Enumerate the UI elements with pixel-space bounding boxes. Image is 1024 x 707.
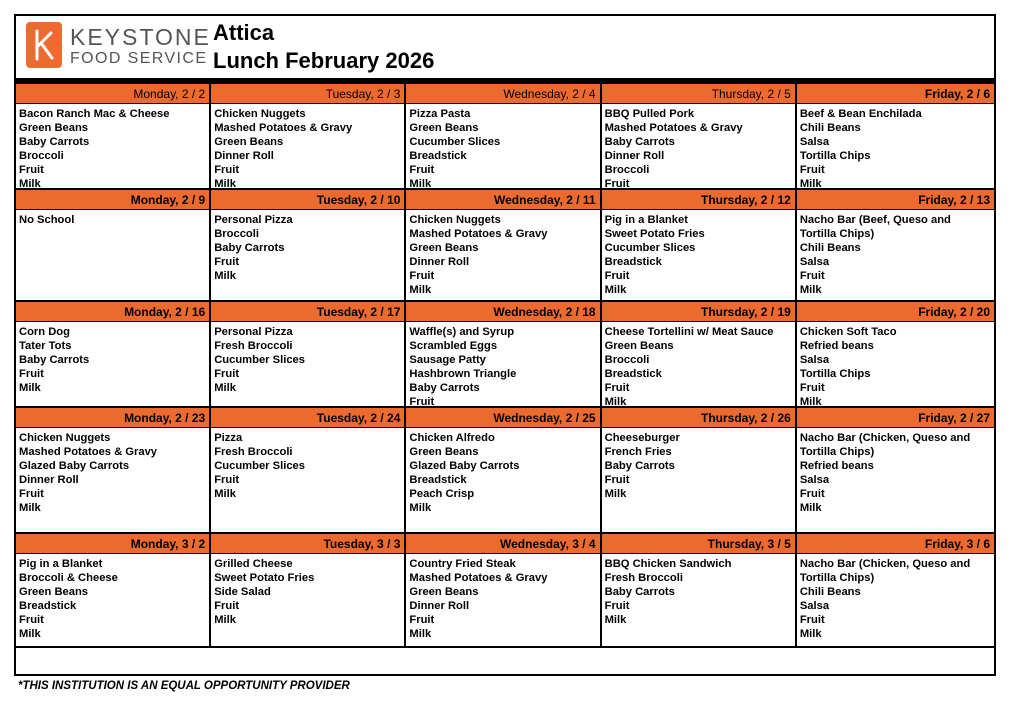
menu-item: Tortilla Chips) (799, 228, 875, 241)
menu-item: Green Beans (409, 122, 479, 135)
menu-item: Fruit (19, 368, 44, 381)
menu-items (602, 210, 795, 298)
menu-item: Fruit (19, 614, 44, 627)
day-cell (797, 408, 994, 532)
menu-item: Salsa (799, 474, 830, 487)
menu-item: Baby Carrots (214, 242, 285, 255)
menu-item: Sausage Patty (409, 354, 486, 367)
menu-item: Chicken Soft Taco (799, 326, 897, 338)
menu-item: Peach Crisp (409, 488, 475, 501)
menu-item: Pig in a Blanket (604, 214, 688, 226)
menu-item: Milk (799, 178, 822, 191)
day-cell (16, 302, 211, 406)
week-row (16, 84, 994, 190)
menu-item: Milk (19, 178, 41, 191)
week-row (16, 534, 994, 648)
day-header: Wednesday, 2 / 25 (406, 408, 599, 428)
day-header: Friday, 2 / 13 (797, 190, 994, 210)
menu-item: Beef & Bean Enchilada (799, 108, 922, 120)
menu-items (602, 428, 795, 501)
menu-item: Pizza Pasta (409, 108, 471, 120)
menu-item: Sweet Potato Fries (214, 572, 315, 585)
menu-item: Breadstick (409, 150, 467, 163)
day-header: Wednesday, 2 / 18 (406, 302, 599, 322)
menu-item: Fruit (214, 474, 240, 487)
menu-items (211, 210, 404, 283)
menu-item: Cheeseburger (604, 432, 680, 444)
menu-item: Chicken Nuggets (409, 214, 501, 226)
menu-item: Breadstick (604, 256, 662, 269)
menu-item: Fruit (409, 164, 435, 177)
menu-item: Dinner Roll (19, 474, 79, 487)
menu-item: Pig in a Blanket (19, 558, 103, 570)
menu-item: Personal Pizza (214, 326, 293, 338)
menu-item: Refried beans (799, 460, 874, 473)
day-header: Friday, 3 / 6 (797, 534, 994, 554)
day-header: Friday, 2 / 27 (797, 408, 994, 428)
menu-items (602, 322, 795, 410)
menu-item: Milk (604, 488, 627, 501)
menu-items (797, 428, 994, 516)
menu-item: Milk (19, 382, 41, 395)
week-row (16, 190, 994, 302)
day-cell (602, 302, 797, 409)
menu-item: Dinner Roll (604, 150, 665, 163)
menu-items (797, 322, 994, 410)
day-header: Monday, 3 / 2 (16, 534, 209, 554)
menu-item: Chicken Alfredo (409, 432, 495, 444)
menu-item: Corn Dog (19, 326, 70, 338)
menu-items (16, 428, 209, 516)
menu-item: Fruit (604, 270, 630, 283)
day-cell (602, 408, 797, 532)
menu-item: Nacho Bar (Chicken, Queso and (799, 558, 971, 570)
day-cell (797, 190, 994, 300)
day-header: Monday, 2 / 2 (16, 84, 209, 104)
menu-item: No School (19, 214, 75, 226)
menu-item: Fruit (214, 256, 240, 269)
menu-item: Fruit (799, 488, 825, 501)
menu-item: Salsa (799, 256, 830, 269)
menu-item: Fruit (604, 600, 630, 613)
menu-item: Bacon Ranch Mac & Cheese (19, 108, 170, 120)
brand-subtitle: FOOD SERVICE (70, 50, 208, 67)
menu-items (406, 554, 599, 642)
menu-item: Milk (409, 284, 432, 297)
menu-item: Hashbrown Triangle (409, 368, 517, 381)
day-cell (406, 408, 601, 532)
menu-item: Green Beans (604, 340, 674, 353)
menu-item: Chili Beans (799, 586, 861, 599)
menu-item: Cucumber Slices (409, 136, 501, 149)
menu-items (211, 104, 404, 192)
menu-items (211, 428, 404, 501)
menu-items (16, 210, 209, 227)
menu-item: Refried beans (799, 340, 874, 353)
day-header: Tuesday, 3 / 3 (211, 534, 404, 554)
day-header: Thursday, 2 / 5 (602, 84, 795, 104)
menu-item: Cucumber Slices (214, 354, 305, 367)
menu-item: Dinner Roll (409, 600, 470, 613)
menu-item: Broccoli (214, 228, 259, 241)
day-header: Thursday, 2 / 19 (602, 302, 795, 322)
day-header: Wednesday, 3 / 4 (406, 534, 599, 554)
menu-item: Milk (19, 628, 41, 641)
keystone-logo-icon (26, 22, 62, 68)
menu-item: Fruit (214, 368, 240, 381)
menu-item: Side Salad (214, 586, 271, 599)
brand-name: KEYSTONE (70, 24, 211, 50)
menu-item: Chili Beans (799, 122, 861, 135)
day-header: Thursday, 2 / 12 (602, 190, 795, 210)
day-header: Thursday, 2 / 26 (602, 408, 795, 428)
menu-items (602, 554, 795, 627)
menu-item: Broccoli (604, 354, 650, 367)
menu-item: Tortilla Chips) (799, 572, 875, 585)
day-cell (211, 190, 406, 300)
menu-item: Chicken Nuggets (19, 432, 111, 444)
day-header: Friday, 2 / 6 (797, 84, 994, 104)
menu-item: Mashed Potatoes & Gravy (409, 572, 548, 585)
day-header: Wednesday, 2 / 4 (406, 84, 599, 104)
menu-items (16, 554, 209, 642)
menu-item: Sweet Potato Fries (604, 228, 705, 241)
menu-item: BBQ Chicken Sandwich (604, 558, 732, 570)
day-cell (797, 84, 994, 191)
day-cell (406, 534, 601, 646)
menu-items (797, 210, 994, 298)
menu-item: Chili Beans (799, 242, 861, 255)
menu-item: Nacho Bar (Chicken, Queso and (799, 432, 971, 444)
menu-item: Fresh Broccoli (214, 446, 293, 459)
menu-item: Green Beans (19, 586, 89, 599)
menu-item: Breadstick (19, 600, 77, 613)
menu-item: Baby Carrots (19, 136, 90, 149)
menu-item: Tortilla Chips (799, 368, 871, 381)
menu-item: Milk (799, 628, 822, 641)
menu-item: Fresh Broccoli (214, 340, 293, 353)
menu-item: Dinner Roll (214, 150, 274, 163)
menu-item: Green Beans (409, 242, 479, 255)
menu-item: Fruit (214, 164, 240, 177)
menu-calendar (16, 84, 994, 648)
menu-item: Chicken Nuggets (214, 108, 306, 120)
day-cell (211, 84, 406, 191)
day-header: Tuesday, 2 / 3 (211, 84, 404, 104)
day-header: Monday, 2 / 9 (16, 190, 209, 210)
menu-item: Baby Carrots (409, 382, 480, 395)
menu-item: Salsa (799, 600, 830, 613)
day-cell (797, 534, 994, 646)
menu-item: Baby Carrots (604, 460, 675, 473)
menu-items (406, 104, 599, 192)
day-cell (406, 302, 601, 409)
menu-item: Tortilla Chips (799, 150, 871, 163)
day-cell (406, 84, 601, 191)
menu-item: Fruit (409, 614, 435, 627)
week-row (16, 408, 994, 534)
menu-item: Breadstick (409, 474, 467, 487)
menu-item: Milk (604, 284, 627, 297)
menu-item: Fruit (19, 488, 44, 501)
menu-item: Fruit (604, 382, 630, 395)
school-name: Attica (213, 20, 275, 45)
menu-items (406, 428, 599, 516)
day-cell (16, 408, 211, 532)
menu-item: Baby Carrots (19, 354, 90, 367)
day-cell (602, 190, 797, 300)
menu-item: Fruit (409, 396, 435, 409)
menu-items (211, 554, 404, 627)
day-header: Friday, 2 / 20 (797, 302, 994, 322)
header (16, 16, 994, 78)
menu-item: Fruit (799, 614, 825, 627)
menu-item: Green Beans (409, 446, 479, 459)
menu-item: Mashed Potatoes & Gravy (214, 122, 353, 135)
menu-item: Milk (604, 614, 627, 627)
menu-item: Glazed Baby Carrots (19, 460, 130, 473)
day-header: Monday, 2 / 23 (16, 408, 209, 428)
menu-items (797, 554, 994, 642)
menu-item: Salsa (799, 354, 830, 367)
menu-item: Milk (604, 396, 627, 409)
day-header: Tuesday, 2 / 17 (211, 302, 404, 322)
menu-item: Milk (799, 396, 822, 409)
menu-item: Mashed Potatoes & Gravy (409, 228, 548, 241)
menu-item: Fruit (799, 270, 825, 283)
menu-items (406, 210, 599, 298)
menu-item: Scrambled Eggs (409, 340, 498, 353)
menu-item: Milk (214, 488, 236, 501)
menu-item: Cucumber Slices (604, 242, 696, 255)
menu-item: Mashed Potatoes & Gravy (604, 122, 743, 135)
menu-item: Fruit (409, 270, 435, 283)
menu-item: Personal Pizza (214, 214, 293, 226)
menu-items (16, 104, 209, 192)
menu-items (211, 322, 404, 395)
day-cell (602, 534, 797, 646)
menu-item: Tater Tots (19, 340, 72, 353)
menu-item: Cheese Tortellini w/ Meat Sauce (604, 326, 774, 338)
day-cell (16, 534, 211, 646)
menu-items (797, 104, 994, 192)
menu-item: Fruit (604, 474, 630, 487)
day-header: Tuesday, 2 / 24 (211, 408, 404, 428)
menu-item: French Fries (604, 446, 672, 459)
menu-items (16, 322, 209, 395)
menu-item: Fruit (604, 178, 630, 191)
day-cell (602, 84, 797, 191)
menu-item: Dinner Roll (409, 256, 470, 269)
menu-item: Fruit (214, 600, 240, 613)
menu-item: Broccoli & Cheese (19, 572, 118, 585)
menu-item: Country Fried Steak (409, 558, 516, 570)
day-cell (16, 190, 211, 300)
week-row (16, 302, 994, 408)
menu-item: Tortilla Chips) (799, 446, 875, 459)
menu-item: Broccoli (604, 164, 650, 177)
menu-item: BBQ Pulled Pork (604, 108, 695, 120)
menu-item: Waffle(s) and Syrup (409, 326, 515, 338)
menu-item: Broccoli (19, 150, 64, 163)
menu-item: Milk (409, 628, 432, 641)
page-title: Lunch February 2026 (213, 48, 435, 73)
day-cell (211, 302, 406, 406)
menu-item: Green Beans (214, 136, 284, 149)
menu-item: Salsa (799, 136, 830, 149)
day-header: Tuesday, 2 / 10 (211, 190, 404, 210)
menu-item: Breadstick (604, 368, 662, 381)
menu-item: Milk (799, 284, 822, 297)
menu-item: Nacho Bar (Beef, Queso and (799, 214, 951, 226)
menu-item: Baby Carrots (604, 586, 675, 599)
menu-item: Green Beans (409, 586, 479, 599)
menu-item: Fruit (19, 164, 44, 177)
menu-item: Glazed Baby Carrots (409, 460, 520, 473)
day-header: Wednesday, 2 / 11 (406, 190, 599, 210)
day-cell (16, 84, 211, 191)
day-header: Monday, 2 / 16 (16, 302, 209, 322)
menu-item: Fruit (799, 382, 825, 395)
menu-item: Mashed Potatoes & Gravy (19, 446, 158, 459)
day-cell (797, 302, 994, 409)
menu-item: Milk (409, 178, 432, 191)
menu-item: Milk (214, 178, 236, 191)
menu-item: Fruit (799, 164, 825, 177)
day-cell (211, 534, 406, 646)
menu-item: Milk (214, 270, 236, 283)
menu-item: Milk (19, 502, 41, 515)
menu-item: Green Beans (19, 122, 89, 135)
menu-item: Milk (214, 614, 236, 627)
menu-item: Baby Carrots (604, 136, 675, 149)
day-cell (406, 190, 601, 300)
menu-item: Pizza (214, 432, 243, 444)
day-header: Thursday, 3 / 5 (602, 534, 795, 554)
menu-item: Fresh Broccoli (604, 572, 683, 585)
footer-note: *THIS INSTITUTION IS AN EQUAL OPPORTUNITY PROVIDER (18, 680, 350, 692)
day-cell (211, 408, 406, 532)
menu-item: Milk (799, 502, 822, 515)
menu-item: Milk (214, 382, 236, 395)
menu-item: Cucumber Slices (214, 460, 305, 473)
menu-item: Grilled Cheese (214, 558, 293, 570)
menu-item: Milk (409, 502, 432, 515)
